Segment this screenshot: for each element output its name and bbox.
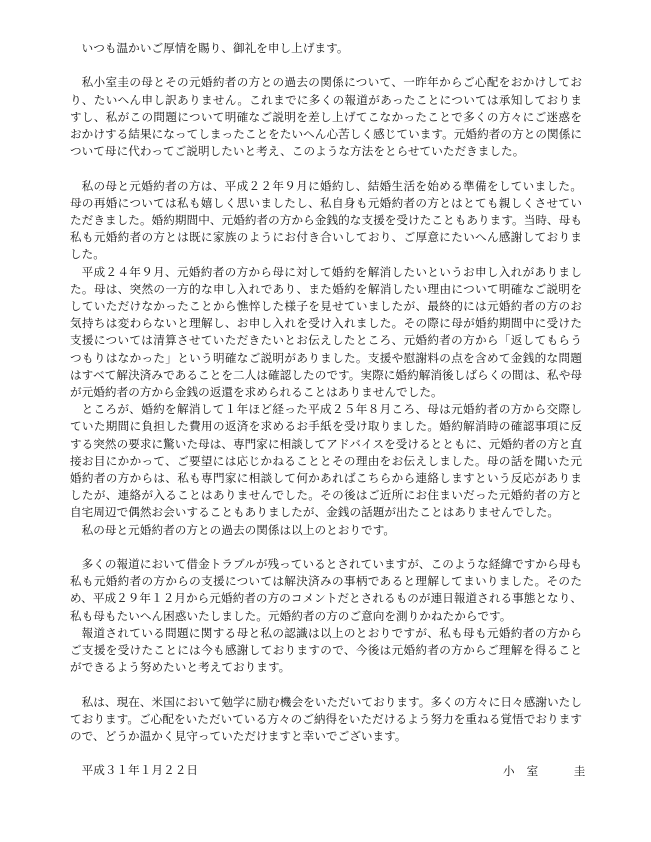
letter-date: 平成３１年１月２２日 [81,763,199,778]
paragraph-gap [70,676,582,693]
letter-body [70,40,582,780]
letter-demand-paragraph: ところが、婚約を解消して１年ほど経った平成２５年８月ころ、母は元婚約者の方から交際していた期間に負担した費用の返済を求めるお手紙を受け取りました。婚約解消時の確認事項に反する突然の要求に驚いた母は、専門家に相談してアドバイスを受けるとともに、元婚約者の方と直接お目にかかって、ご要望には応じかねることとその理由をお伝えしました。母の話を聞いた元婚約者の方からは、私も専門家に相談して何かあればこちらから連絡しますという反応がありましたが、連絡が入ることはありませんでした。その後はご近所にお住まいだった元婚約者の方と自宅周辺で偶然お会いすることもありましたが、金銭の話題が出たことはありませんでした。 [70,402,582,520]
paragraph-gap [70,160,582,177]
summary-paragraph: 私の母と元婚約者の方との過去の関係は以上のとおりです。 [81,522,396,537]
paragraph-gap [70,539,582,556]
paragraph-gap [70,745,582,762]
intention-paragraph: 報道されている問題に関する母と私の認識は以上のとおりですが、私も母も元婚約者の方からご支援を受けたことには今も感謝しておりますので、今後は元婚約者の方からご理解を得ることができるよう努めたいと考えております。 [70,625,582,675]
apology-paragraph: 私小室圭の母とその元婚約者の方との過去の関係について、一昨年からご心配をおかけしており、たいへん申し訳ありません。これまでに多くの報道があったことについては承知しておりますし、私がこの問題について明確なご説明を差し上げてこなかったことで多くの方々にご迷惑をおかけする結果になってしまったことをたいへん心苦しく感じています。元婚約者の方との関係について母に代わってご説明したいと考え、このような方法をとらせていただきました。 [70,75,582,159]
cancellation-paragraph: 平成２４年９月、元婚約者の方から母に対して婚約を解消したいというお申し入れがありました。母は、突然の一方的な申し入れであり、また婚約を解消したい理由について明確なご説明をしていただけなかったことから憔悴した様子を見せていましたが、最終的には元婚約者の方のお気持ちは変わらないと理解し、お申し入れを受け入れました。その際に母が婚約期間中に受けた支援については清算させていただきたいとお伝えしたところ、元婚約者の方から「返してもらうつもりはなかった」という明確なご説明がありました。支援や慰謝料の点を含めて金銭的な問題はすべて解決済みであることを二人は確認したのです。実際に婚約解消後しばらくの間は、私や母が元婚約者の方から金銭の返還を求められることはありませんでした。 [70,264,582,400]
greeting-paragraph: いつも温かいご厚情を賜り、御礼を申し上げます。 [81,41,349,55]
paragraph-gap [70,57,582,74]
reports-paragraph: 多くの報道において借金トラブルが残っているとされていますが、このような経緯ですから母も私も元婚約者の方からの支援については解決済みの事柄であると理解してまいりました。そのため、平成２９年１２月から元婚約者の方のコメントだとされるものが連日報道される事態となり、私も母もたいへん困惑いたしました。元婚約者の方のご意向を測りかねたからです。 [70,557,582,623]
author-signature: 小室 圭 [503,764,598,778]
closing-paragraph: 私は、現在、米国において勉学に励む機会をいただいております。多くの方々に日々感謝いたしております。ご心配をいただいている方々のご納得をいただけるよう努力を重ねる覚悟でおりますので、どうか温かく見守っていただけますと幸いでございます。 [70,694,582,744]
engagement-paragraph: 私の母と元婚約者の方は、平成２２年９月に婚約し、結婚生活を始める準備をしていました。母の再婚については私も嬉しく思いましたし、私自身も元婚約者の方とはとても親しくさせていただきました。婚約期間中、元婚約者の方から金銭的な支援を受けたこともあります。当時、母も私も元婚約者の方とは既に家族のようにお付き合いしており、ご厚意にたいへん感謝しておりました。 [70,178,582,262]
